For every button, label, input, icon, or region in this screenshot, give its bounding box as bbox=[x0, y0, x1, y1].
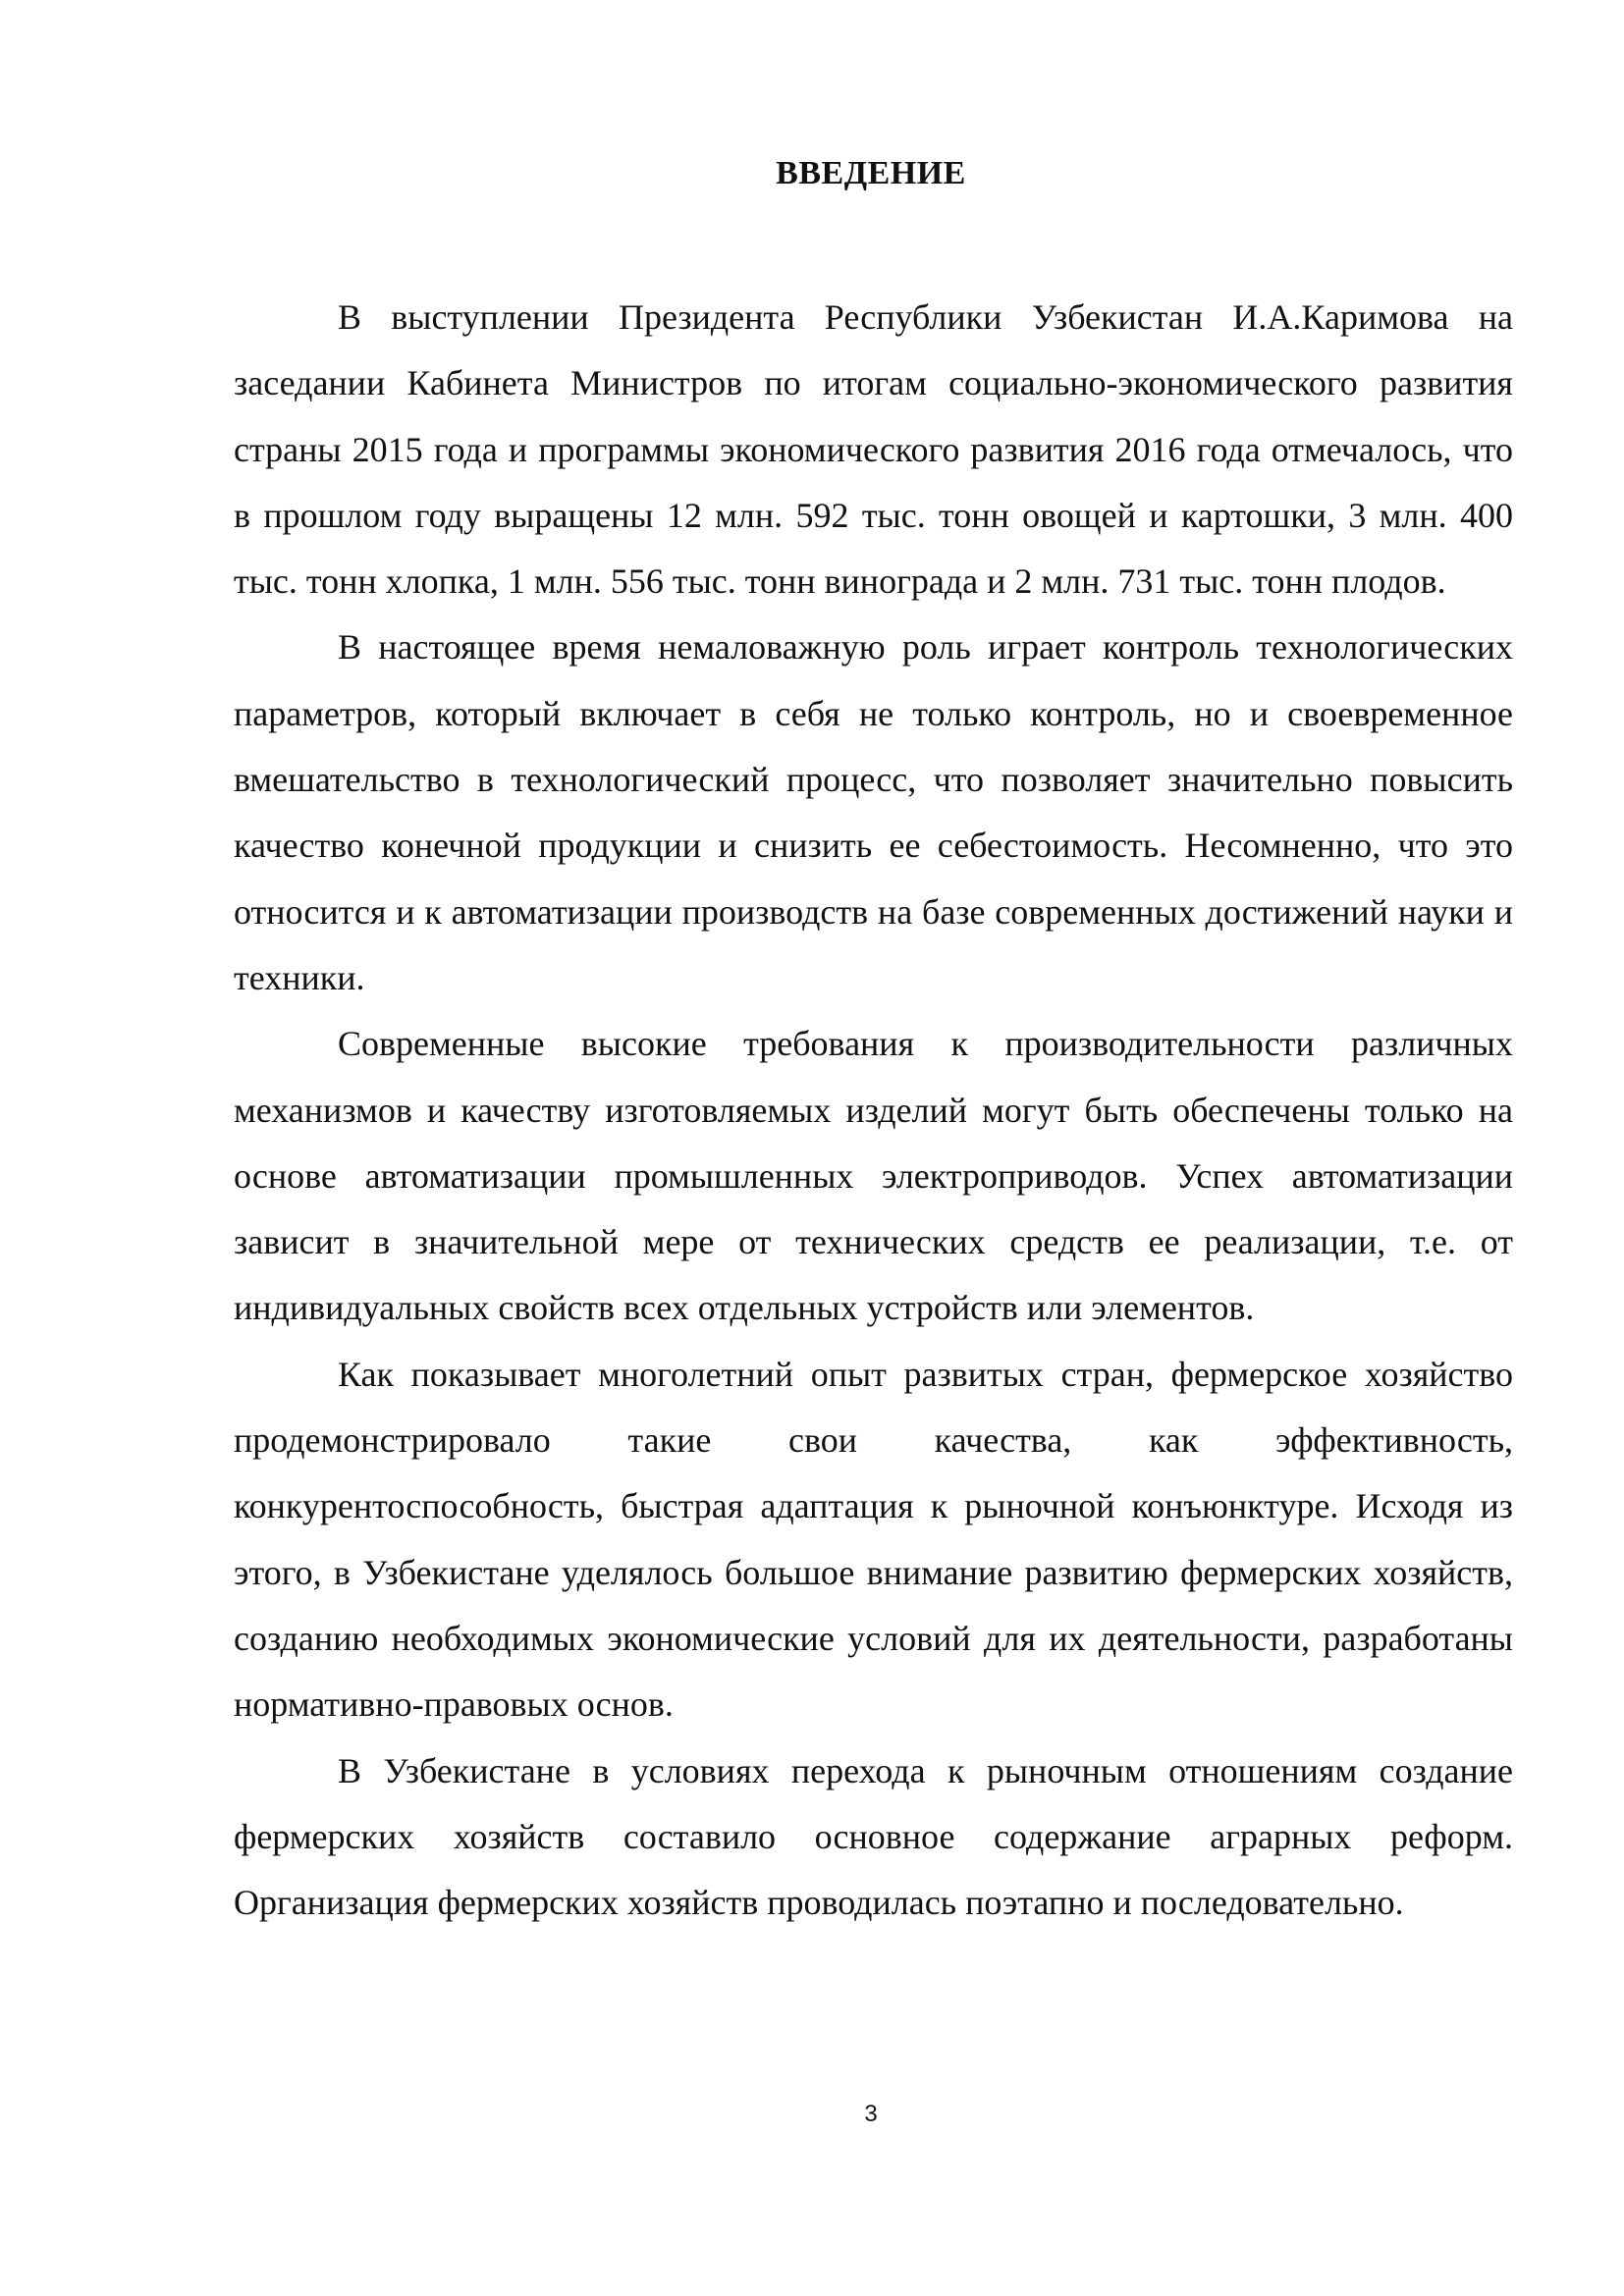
page-number: 3 bbox=[864, 2101, 878, 2127]
paragraph-5: В Узбекистане в условиях перехода к рыночным отношениям создание фермерских хозяйств составило основное содержание аграрных реформ. Организация фермерских хозяйств проводилась поэтапно и последовательно. bbox=[234, 1750, 1513, 1923]
paragraph-3: Современные высокие требования к производительности различных механизмов и качеству изготовляемых изделий могут быть обеспечены только на основе автоматизации промышленных электроприводов. Успех автоматизации зависит в значительной мере от технических средств ее реализации, т.е. от индивидуальных свойств всех отдельных устройств или элементов. bbox=[234, 1024, 1513, 1328]
body-text bbox=[234, 285, 1513, 1936]
paragraph-1: В выступлении Президента Республики Узбекистан И.А.Каримова на заседании Кабинета Министров по итогам социально-экономического развития страны 2015 года и программы экономического развития 2016 года отмечалось, что в прошлом году выращены 12 млн. 592 тыс. тонн овощей и картошки, 3 млн. 400 тыс. тонн хлопка, 1 млн. 556 тыс. тонн винограда и 2 млн. 731 тыс. тонн плодов. bbox=[234, 297, 1513, 602]
paragraph-2: В настоящее время немаловажную роль играет контроль технологических параметров, который включает в себя не только контроль, но и своевременное вмешательство в технологический процесс, что позволяет значительно повысить качество конечной продукции и снизить ее себестоимость. Несомненно, что это относится и к автоматизации производств на базе современных достижений науки и техники. bbox=[234, 627, 1513, 997]
paragraph-4: Как показывает многолетний опыт развитых стран, фермерское хозяйство продемонстрировало такие свои качества, как эффективность, конкурентоспособность, быстрая адаптация к рыночной конъюнктуре. Исходя из этого, в Узбекистане уделялось большое внимание развитию фермерских хозяйств, созданию необходимых экономические условий для их деятельности, разработаны нормативно-правовых основ. bbox=[234, 1354, 1513, 1725]
page-title: ВВЕДЕНИЕ bbox=[776, 155, 966, 191]
